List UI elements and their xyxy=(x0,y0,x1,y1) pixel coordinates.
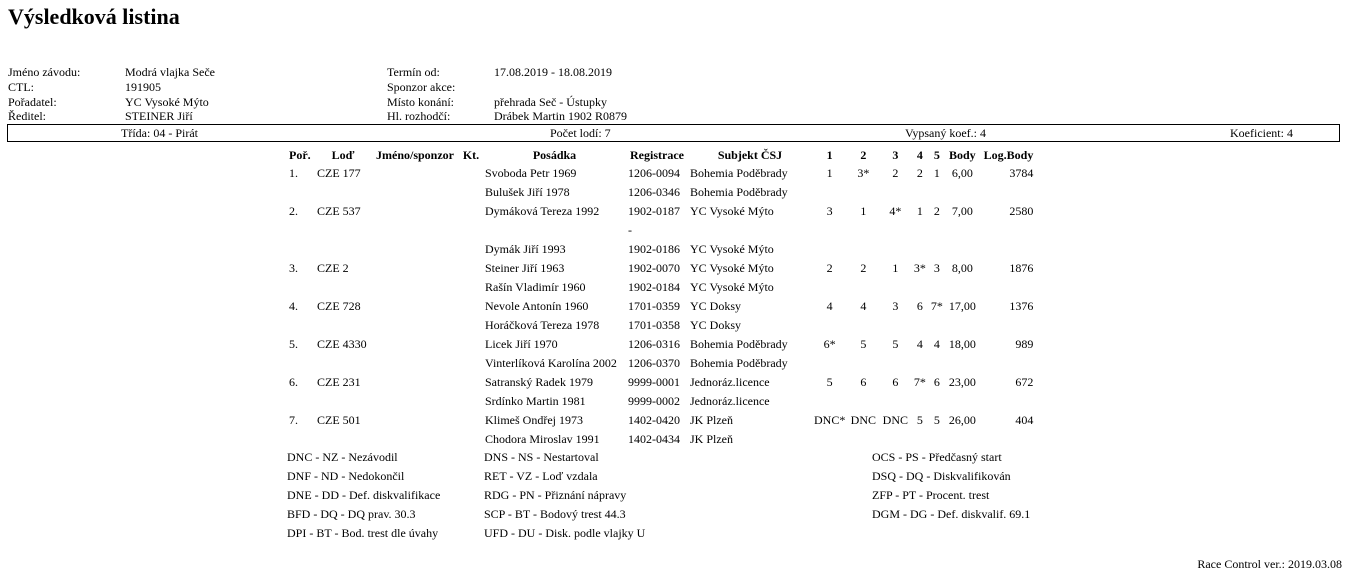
table-row xyxy=(287,259,1035,278)
cell-kt xyxy=(459,354,483,373)
cell-race-5: 7* xyxy=(930,299,943,313)
cell-boat xyxy=(315,430,371,449)
table-row xyxy=(287,297,1035,316)
header-registration: Registrace xyxy=(630,148,684,162)
cell-registration: 1206-0094 xyxy=(628,166,680,180)
judge-label: Hl. rozhodčí: xyxy=(387,109,451,123)
cell-race-5 xyxy=(928,316,945,335)
cell-boat xyxy=(315,392,371,411)
header-name-sponsor: Jméno/sponzor xyxy=(376,148,454,162)
header-points: Body xyxy=(949,148,976,162)
cell-points: 18,00 xyxy=(948,337,976,351)
cell-race-4 xyxy=(911,354,928,373)
cell-boat: CZE 4330 xyxy=(317,337,367,351)
table-row xyxy=(287,392,1035,411)
cell-race-3 xyxy=(879,392,911,411)
cell-race-4 xyxy=(911,221,928,240)
table-row xyxy=(287,202,1035,221)
cell-log-points: 404 xyxy=(1015,413,1034,427)
cell-crew-member: Svoboda Petr 1969 xyxy=(485,166,577,180)
cell-kt xyxy=(459,202,483,221)
cell-kt xyxy=(459,316,483,335)
cell-boat: CZE 2 xyxy=(317,261,349,275)
cell-rank xyxy=(287,278,315,297)
cell-race-4 xyxy=(911,240,928,259)
cell-name-sponsor xyxy=(371,411,459,430)
cell-name-sponsor xyxy=(371,240,459,259)
cell-race-4 xyxy=(911,430,928,449)
cell-rank: 3. xyxy=(289,261,298,275)
cell-club: Bohemia Poděbrady xyxy=(690,356,788,370)
cell-race-4: 7* xyxy=(913,375,926,389)
cell-kt xyxy=(459,259,483,278)
cell-race-2: 5 xyxy=(860,337,867,351)
race-name-label: Jméno závodu: xyxy=(8,65,81,79)
cell-log-points xyxy=(979,354,1035,373)
table-row xyxy=(287,411,1035,430)
cell-boat xyxy=(315,278,371,297)
cell-race-3 xyxy=(879,278,911,297)
cell-log-points: 1876 xyxy=(1009,261,1034,275)
organizer-label: Pořadatel: xyxy=(8,95,57,109)
cell-boat: CZE 728 xyxy=(317,299,361,313)
cell-race-4: 4 xyxy=(916,337,923,351)
legend-item: DNF - ND - Nedokončil xyxy=(287,469,405,483)
legend-item: DPI - BT - Bod. trest dle úvahy xyxy=(287,526,439,540)
cell-crew-member: Dymáková Tereza 1992 xyxy=(485,204,600,218)
cell-name-sponsor xyxy=(371,316,459,335)
cell-name-sponsor xyxy=(371,354,459,373)
table-row xyxy=(287,183,1035,202)
cell-registration: 1701-0359 xyxy=(628,299,680,313)
venue-value: přehrada Seč - Ústupky xyxy=(494,95,607,109)
cell-race-3: 2 xyxy=(892,166,899,180)
cell-club: YC Doksy xyxy=(690,299,742,313)
cell-race-4 xyxy=(911,392,928,411)
page-title: Výsledková listina xyxy=(8,4,180,29)
cell-crew-member: Satranský Radek 1979 xyxy=(485,375,593,389)
cell-crew-member: Rašín Vladimír 1960 xyxy=(485,280,586,294)
software-version: Race Control ver.: 2019.03.08 xyxy=(1197,557,1342,571)
ctl-value: 191905 xyxy=(125,80,161,94)
cell-points xyxy=(945,354,979,373)
cell-points: 26,00 xyxy=(948,413,976,427)
cell-crew-member: Srdínko Martin 1981 xyxy=(485,394,586,408)
cell-points: 17,00 xyxy=(948,299,976,313)
cell-rank: 6. xyxy=(289,375,298,389)
cell-race-2 xyxy=(847,316,879,335)
cell-race-2: 6 xyxy=(860,375,867,389)
legend-item: RDG - PN - Přiznání nápravy xyxy=(484,488,627,502)
cell-boat xyxy=(315,354,371,373)
cell-race-3: 4* xyxy=(889,204,902,218)
cell-kt xyxy=(459,373,483,392)
results-table xyxy=(287,147,1035,449)
cell-points: 23,00 xyxy=(948,375,976,389)
cell-race-4 xyxy=(911,278,928,297)
table-row xyxy=(287,335,1035,354)
cell-log-points xyxy=(979,221,1035,240)
cell-race-5: 5 xyxy=(933,413,940,427)
cell-name-sponsor xyxy=(371,373,459,392)
cell-name-sponsor xyxy=(371,183,459,202)
header-race-1: 1 xyxy=(826,148,833,162)
cell-rank xyxy=(287,430,315,449)
cell-registration: 1402-0420 xyxy=(628,413,680,427)
cell-boat xyxy=(315,183,371,202)
cell-race-2 xyxy=(847,354,879,373)
cell-club: YC Vysoké Mýto xyxy=(690,280,774,294)
cell-crew-member: Nevole Antonín 1960 xyxy=(485,299,589,313)
cell-club: Jednoráz.licence xyxy=(690,375,770,389)
cell-race-3: 6 xyxy=(892,375,899,389)
cell-name-sponsor xyxy=(371,164,459,183)
cell-race-1: 2 xyxy=(826,261,833,275)
legend-item: SCP - BT - Bodový trest 44.3 xyxy=(484,507,626,521)
cell-boat: CZE 231 xyxy=(317,375,361,389)
director-value: STEINER Jiří xyxy=(125,109,193,123)
cell-club: YC Vysoké Mýto xyxy=(690,242,774,256)
header-kt: Kt. xyxy=(462,148,480,162)
cell-club: YC Doksy xyxy=(690,318,742,332)
cell-registration: 9999-0002 xyxy=(628,394,680,408)
cell-name-sponsor xyxy=(371,297,459,316)
cell-club: Jednoráz.licence xyxy=(690,394,770,408)
cell-log-points: 3784 xyxy=(1009,166,1034,180)
cell-race-4: 5 xyxy=(916,413,923,427)
cell-registration: 1206-0346 xyxy=(628,185,680,199)
cell-crew-member: Steiner Jiří 1963 xyxy=(485,261,565,275)
cell-race-3 xyxy=(879,316,911,335)
legend-item: OCS - PS - Předčasný start xyxy=(872,450,1002,464)
table-row xyxy=(287,278,1035,297)
cell-race-5 xyxy=(928,430,945,449)
cell-crew-member xyxy=(483,221,626,240)
cell-crew-member: Vinterlíková Karolína 2002 xyxy=(485,356,617,370)
class-summary-bar xyxy=(7,124,1340,142)
cell-name-sponsor xyxy=(371,430,459,449)
cell-registration: 1902-0184 xyxy=(628,280,680,294)
cell-race-2 xyxy=(847,278,879,297)
class-label: Třída: 04 - Pirát xyxy=(121,126,198,140)
cell-rank xyxy=(287,316,315,335)
cell-race-2 xyxy=(847,430,879,449)
cell-club: YC Vysoké Mýto xyxy=(690,261,774,275)
cell-rank: 1. xyxy=(289,166,298,180)
cell-boat xyxy=(315,316,371,335)
cell-race-1 xyxy=(812,430,847,449)
cell-boat: CZE 501 xyxy=(317,413,361,427)
cell-race-2: 2 xyxy=(860,261,867,275)
cell-crew-member: Chodora Miroslav 1991 xyxy=(485,432,600,446)
cell-race-1: 5 xyxy=(826,375,833,389)
cell-points xyxy=(945,221,979,240)
date-value: 17.08.2019 - 18.08.2019 xyxy=(494,65,612,79)
header-race-4: 4 xyxy=(916,148,923,162)
legend-item: DNE - DD - Def. diskvalifikace xyxy=(287,488,441,502)
cell-race-5 xyxy=(928,240,945,259)
cell-race-1: 3 xyxy=(826,204,833,218)
cell-race-5: 3 xyxy=(933,261,940,275)
header-boat: Loď xyxy=(331,148,355,162)
boat-count: Počet lodí: 7 xyxy=(550,126,611,140)
cell-race-4: 2 xyxy=(916,166,923,180)
cell-race-5 xyxy=(928,392,945,411)
cell-rank xyxy=(287,392,315,411)
ctl-label: CTL: xyxy=(8,80,34,94)
cell-registration: 1902-0187 xyxy=(628,204,680,218)
cell-crew-member: Horáčková Tereza 1978 xyxy=(485,318,600,332)
cell-race-2 xyxy=(847,392,879,411)
cell-points xyxy=(945,183,979,202)
legend-item: DNC - NZ - Nezávodil xyxy=(287,450,398,464)
cell-kt xyxy=(459,430,483,449)
cell-race-3 xyxy=(879,430,911,449)
venue-label: Místo konání: xyxy=(387,95,455,109)
table-row xyxy=(287,164,1035,183)
cell-race-3 xyxy=(879,183,911,202)
table-row xyxy=(287,316,1035,335)
cell-rank xyxy=(287,240,315,259)
cell-kt xyxy=(459,183,483,202)
cell-race-5 xyxy=(928,278,945,297)
cell-race-4: 1 xyxy=(916,204,923,218)
cell-boat: CZE 537 xyxy=(317,204,361,218)
cell-registration: - xyxy=(628,223,632,237)
cell-crew-member: Dymák Jiří 1993 xyxy=(485,242,566,256)
cell-registration: 9999-0001 xyxy=(628,375,680,389)
header-crew: Posádka xyxy=(532,148,577,162)
cell-log-points: 989 xyxy=(1015,337,1034,351)
cell-registration: 1206-0370 xyxy=(628,356,680,370)
cell-race-4: 6 xyxy=(916,299,923,313)
cell-race-1: 4 xyxy=(826,299,833,313)
legend-item: ZFP - PT - Procent. trest xyxy=(872,488,990,502)
cell-club: Bohemia Poděbrady xyxy=(690,185,788,199)
legend-item: RET - VZ - Loď vzdala xyxy=(484,469,598,483)
cell-race-5 xyxy=(928,221,945,240)
cell-race-2: DNC xyxy=(850,413,877,427)
legend-item: DNS - NS - Nestartoval xyxy=(484,450,599,464)
cell-name-sponsor xyxy=(371,221,459,240)
cell-race-2: 1 xyxy=(860,204,867,218)
cell-race-4: 3* xyxy=(913,261,926,275)
cell-race-5: 4 xyxy=(933,337,940,351)
cell-race-1 xyxy=(812,278,847,297)
cell-kt xyxy=(459,335,483,354)
cell-registration: 1206-0316 xyxy=(628,337,680,351)
cell-log-points xyxy=(979,240,1035,259)
cell-points xyxy=(945,240,979,259)
cell-race-2: 3* xyxy=(857,166,870,180)
cell-kt xyxy=(459,297,483,316)
cell-race-1 xyxy=(812,392,847,411)
cell-points: 8,00 xyxy=(951,261,973,275)
cell-crew-member: Licek Jiří 1970 xyxy=(485,337,558,351)
cell-log-points xyxy=(979,430,1035,449)
header-club: Subjekt ČSJ xyxy=(717,148,783,162)
table-row xyxy=(287,373,1035,392)
cell-points: 6,00 xyxy=(951,166,973,180)
race-name-value: Modrá vlajka Seče xyxy=(125,65,215,79)
coefficient: Koeficient: 4 xyxy=(1230,126,1293,140)
cell-kt xyxy=(459,164,483,183)
cell-club xyxy=(688,221,812,240)
cell-race-2 xyxy=(847,183,879,202)
cell-crew-member: Klimeš Ondřej 1973 xyxy=(485,413,583,427)
cell-club: Bohemia Poděbrady xyxy=(690,337,788,351)
cell-rank xyxy=(287,354,315,373)
cell-log-points xyxy=(979,183,1035,202)
cell-log-points xyxy=(979,392,1035,411)
cell-race-5: 1 xyxy=(933,166,940,180)
cell-points xyxy=(945,430,979,449)
cell-name-sponsor xyxy=(371,202,459,221)
cell-club: JK Plzeň xyxy=(690,432,733,446)
legend-item: DGM - DG - Def. diskvalif. 69.1 xyxy=(872,507,1031,521)
cell-race-5 xyxy=(928,354,945,373)
cell-log-points: 672 xyxy=(1015,375,1034,389)
header-log-points: Log.Body xyxy=(983,148,1034,162)
cell-rank xyxy=(287,183,315,202)
table-row xyxy=(287,221,1035,240)
cell-kt xyxy=(459,240,483,259)
cell-registration: 1902-0070 xyxy=(628,261,680,275)
cell-kt xyxy=(459,221,483,240)
cell-kt xyxy=(459,411,483,430)
legend-item: UFD - DU - Disk. podle vlajky U xyxy=(484,526,646,540)
legend-item: DSQ - DQ - Diskvalifikován xyxy=(872,469,1011,483)
cell-race-3 xyxy=(879,354,911,373)
cell-points xyxy=(945,278,979,297)
organizer-value: YC Vysoké Mýto xyxy=(125,95,209,109)
cell-points: 7,00 xyxy=(951,204,973,218)
table-header-row xyxy=(287,147,1035,164)
legend-item: BFD - DQ - DQ prav. 30.3 xyxy=(287,507,416,521)
cell-name-sponsor xyxy=(371,335,459,354)
cell-log-points xyxy=(979,316,1035,335)
cell-rank xyxy=(287,221,315,240)
cell-points xyxy=(945,316,979,335)
cell-race-4 xyxy=(911,316,928,335)
date-label: Termín od: xyxy=(387,65,440,79)
cell-log-points: 2580 xyxy=(1009,204,1034,218)
cell-kt xyxy=(459,278,483,297)
table-row xyxy=(287,354,1035,373)
cell-registration: 1402-0434 xyxy=(628,432,680,446)
declared-coefficient: Vypsaný koef.: 4 xyxy=(905,126,986,140)
director-label: Ředitel: xyxy=(8,109,46,123)
table-row xyxy=(287,430,1035,449)
cell-race-1: 6* xyxy=(823,337,836,351)
sponsor-label: Sponzor akce: xyxy=(387,80,456,94)
cell-race-3 xyxy=(879,221,911,240)
cell-race-5 xyxy=(928,183,945,202)
cell-race-2 xyxy=(847,240,879,259)
cell-race-1: DNC* xyxy=(814,413,846,427)
cell-race-3: 5 xyxy=(892,337,899,351)
cell-race-3: 3 xyxy=(892,299,899,313)
cell-race-1 xyxy=(812,221,847,240)
cell-points xyxy=(945,392,979,411)
cell-race-1 xyxy=(812,354,847,373)
cell-race-1 xyxy=(812,316,847,335)
cell-race-3 xyxy=(879,240,911,259)
cell-race-5: 6 xyxy=(933,375,940,389)
cell-race-1 xyxy=(812,240,847,259)
cell-crew-member: Bulušek Jiří 1978 xyxy=(485,185,570,199)
cell-club: JK Plzeň xyxy=(690,413,733,427)
cell-name-sponsor xyxy=(371,259,459,278)
cell-race-1 xyxy=(812,183,847,202)
header-race-3: 3 xyxy=(892,148,899,162)
cell-club: YC Vysoké Mýto xyxy=(690,204,774,218)
cell-race-1: 1 xyxy=(826,166,833,180)
cell-rank: 7. xyxy=(289,413,298,427)
cell-boat: CZE 177 xyxy=(317,166,361,180)
cell-rank: 4. xyxy=(289,299,298,313)
cell-boat xyxy=(315,240,371,259)
cell-club: Bohemia Poděbrady xyxy=(690,166,788,180)
cell-kt xyxy=(459,392,483,411)
cell-registration: 1902-0186 xyxy=(628,242,680,256)
header-race-2: 2 xyxy=(860,148,867,162)
cell-race-5: 2 xyxy=(933,204,940,218)
header-rank: Poř. xyxy=(289,148,311,162)
cell-log-points xyxy=(979,278,1035,297)
cell-rank: 2. xyxy=(289,204,298,218)
cell-registration: 1701-0358 xyxy=(628,318,680,332)
cell-race-3: 1 xyxy=(892,261,899,275)
cell-name-sponsor xyxy=(371,278,459,297)
cell-race-2: 4 xyxy=(860,299,867,313)
judge-value: Drábek Martin 1902 R0879 xyxy=(494,109,627,123)
cell-name-sponsor xyxy=(371,392,459,411)
cell-boat xyxy=(315,221,371,240)
cell-race-3: DNC xyxy=(882,413,909,427)
table-row xyxy=(287,240,1035,259)
cell-race-4 xyxy=(911,183,928,202)
header-race-5: 5 xyxy=(933,148,940,162)
cell-log-points: 1376 xyxy=(1009,299,1034,313)
cell-race-2 xyxy=(847,221,879,240)
cell-rank: 5. xyxy=(289,337,298,351)
